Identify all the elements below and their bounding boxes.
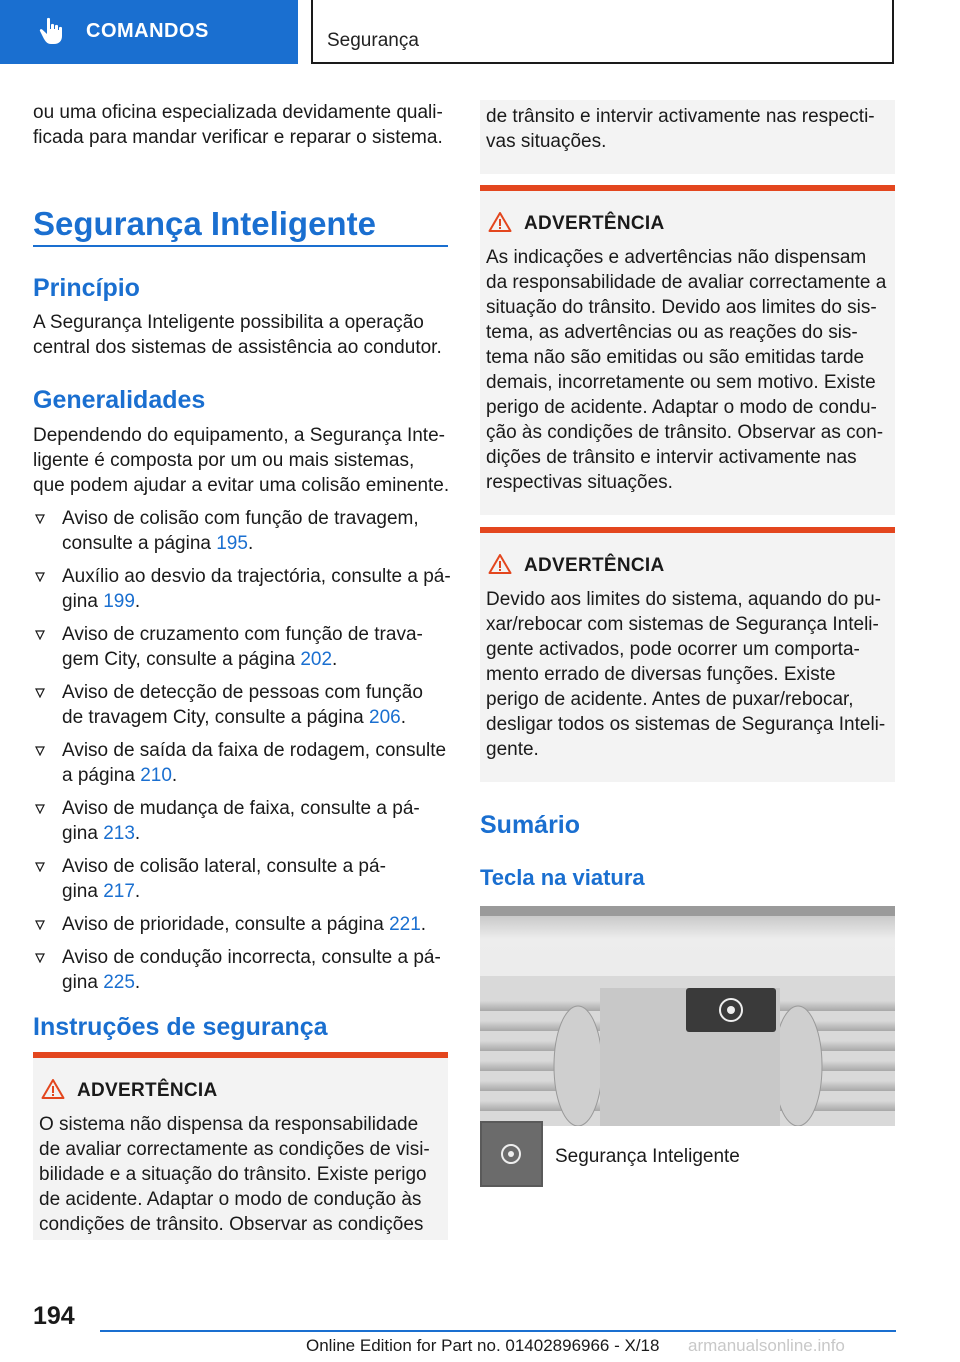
topic-header — [311, 0, 894, 64]
list-item-text: . — [134, 591, 141, 612]
list-item-text: gina — [62, 823, 104, 844]
list-item-text: Aviso de saída da faixa de rodagem, consulte — [62, 740, 447, 761]
principle-heading: Princípio — [33, 274, 140, 302]
text-line: de trânsito e intervir activamente nas respecti- — [486, 106, 875, 127]
vehicle-console-photo — [480, 906, 895, 1126]
page-reference-link[interactable]: 195 — [216, 533, 248, 554]
page-reference-link[interactable]: 206 — [369, 707, 401, 728]
warning-bar — [480, 185, 895, 191]
list-item-text: . — [247, 533, 254, 554]
list-item-text: consulte a página — [62, 533, 217, 554]
text-line: tema, as advertências ou as reações do sis- — [486, 322, 858, 343]
page-reference-link[interactable]: 210 — [140, 765, 172, 786]
text-line: Dependendo do equipamento, a Segurança Inte- — [33, 425, 445, 446]
warning-box — [33, 1052, 448, 1240]
text-line: tema não são emitidas ou são emitidas tarde — [486, 347, 865, 368]
intro-line: ou uma oficina especializada devidamente quali- — [33, 102, 443, 123]
triangle-bullet-icon — [35, 688, 45, 698]
safety-heading: Instruções de segurança — [33, 1013, 328, 1041]
list-item — [33, 854, 453, 904]
left-column — [33, 100, 453, 150]
triangle-bullet-icon — [35, 804, 45, 814]
text-line: ção às condições de trânsito. Observar as con- — [486, 422, 884, 443]
text-line: vas situações. — [486, 131, 607, 152]
list-item-text: de travagem City, consulte a página — [62, 707, 369, 728]
list-item-text: gina — [62, 591, 104, 612]
systems-list-container — [33, 506, 453, 1003]
page-reference-link[interactable]: 213 — [103, 823, 135, 844]
topic-label: Segurança — [327, 30, 419, 51]
text-line: respectivas situações. — [486, 472, 673, 493]
systems-list — [33, 506, 453, 995]
triangle-bullet-icon — [35, 953, 45, 963]
text-line: demais, incorretamente ou sem motivo. Existe — [486, 372, 876, 393]
text-line: ligente é composta por um ou mais sistemas, — [33, 450, 415, 471]
warning-triangle-icon — [488, 553, 512, 575]
text-line: gente. — [486, 739, 539, 760]
list-item — [33, 506, 453, 556]
general-text — [33, 423, 453, 498]
page-reference-link[interactable]: 217 — [103, 881, 135, 902]
triangle-bullet-icon — [35, 630, 45, 640]
warning-body — [486, 245, 887, 495]
text-line: mento errado de diversas funções. Existe — [486, 664, 836, 685]
warning-title: ADVERTÊNCIA — [524, 213, 665, 234]
list-item — [33, 680, 453, 730]
text-line: A Segurança Inteligente possibilita a operação — [33, 312, 424, 333]
list-item-text: Aviso de detecção de pessoas com função — [62, 682, 423, 703]
list-item-text: gina — [62, 881, 104, 902]
edition-text: Online Edition for Part no. 01402896966 - X/18 — [306, 1336, 660, 1355]
warning-title: ADVERTÊNCIA — [524, 555, 665, 576]
warning-bar — [33, 1052, 448, 1058]
continued-body — [486, 104, 887, 154]
watermark-text: armanualsonline.info — [688, 1336, 845, 1355]
list-item-text: Aviso de mudança de faixa, consulte a pá- — [62, 798, 420, 819]
text-line: bilidade e a situação do trânsito. Existe perigo — [39, 1164, 427, 1185]
text-line: central dos sistemas de assistência ao condutor. — [33, 337, 442, 358]
warning-body — [486, 587, 887, 762]
safety-button-icon — [480, 1121, 543, 1187]
intro-line: ficada para mandar verificar e reparar o sistema. — [33, 127, 443, 148]
text-line: dições de trânsito e intervir activamente nas — [486, 447, 857, 468]
text-line: As indicações e advertências não dispensam — [486, 247, 867, 268]
list-item — [33, 564, 453, 614]
page-reference-link[interactable]: 221 — [389, 914, 421, 935]
list-item-text: . — [420, 914, 427, 935]
text-line: perigo de acidente. Antes de puxar/rebocar, — [486, 689, 854, 710]
page-reference-link[interactable]: 225 — [103, 972, 135, 993]
list-item-text: Aviso de condução incorrecta, consulte a pá- — [62, 947, 441, 968]
list-item-text: . — [171, 765, 178, 786]
list-item-text: Aviso de colisão com função de travagem, — [62, 508, 419, 529]
warning-bar — [480, 527, 895, 533]
text-line: gente activados, pode ocorrer um comporta- — [486, 639, 860, 660]
triangle-bullet-icon — [35, 572, 45, 582]
list-item — [33, 738, 453, 788]
principle-text — [33, 310, 453, 360]
text-line: O sistema não dispensa da responsabilidade — [39, 1114, 419, 1135]
page-reference-link[interactable]: 202 — [300, 649, 333, 670]
list-item-text: a página — [62, 765, 141, 786]
warning-box — [480, 527, 895, 782]
list-item-text: Auxílio ao desvio da trajectória, consulte a pá- — [62, 566, 451, 587]
general-heading: Generalidades — [33, 386, 206, 414]
page-title: Segurança Inteligente — [33, 205, 376, 242]
triangle-bullet-icon — [35, 746, 45, 756]
text-line: que podem ajudar a evitar uma colisão eminente. — [33, 475, 450, 496]
continued-box — [480, 100, 895, 174]
page-number: 194 — [33, 1302, 75, 1330]
list-item-text: . — [134, 823, 141, 844]
list-item — [33, 945, 453, 995]
hand-pointer-icon — [38, 16, 68, 46]
list-item-text: . — [134, 972, 141, 993]
list-item-text: Aviso de cruzamento com função de trava- — [62, 624, 423, 645]
summary-heading: Sumário — [480, 811, 581, 839]
page-reference-link[interactable]: 199 — [103, 591, 135, 612]
warning-body — [39, 1112, 440, 1237]
text-line: situação do trânsito. Devido aos limites do sis- — [486, 297, 877, 318]
list-item-text: Aviso de colisão lateral, consulte a pá- — [62, 856, 386, 877]
title-rule — [33, 245, 448, 247]
warning-box — [480, 185, 895, 515]
warning-title: ADVERTÊNCIA — [77, 1080, 218, 1101]
triangle-bullet-icon — [35, 920, 45, 930]
list-item-text: gem City, consulte a página — [62, 649, 301, 670]
text-line: da responsabilidade de avaliar correctamente a — [486, 272, 887, 293]
section-tab — [0, 0, 298, 64]
triangle-bullet-icon — [35, 862, 45, 872]
section-label: COMANDOS — [86, 20, 209, 42]
list-item-text: gina — [62, 972, 104, 993]
text-line: desligar todos os sistemas de Segurança Inteli- — [486, 714, 886, 735]
list-item-text: . — [332, 649, 338, 670]
list-item — [33, 912, 453, 937]
list-item-text: . — [134, 881, 141, 902]
text-line: de acidente. Adaptar o modo de condução às — [39, 1189, 422, 1210]
text-line: xar/rebocar com sistemas de Segurança Inteli- — [486, 614, 879, 635]
text-line: condições de trânsito. Observar as condições — [39, 1214, 424, 1235]
warning-triangle-icon — [488, 211, 512, 233]
footer-rule — [100, 1330, 896, 1332]
button-caption: Segurança Inteligente — [555, 1146, 740, 1167]
list-item — [33, 622, 453, 672]
triangle-bullet-icon — [35, 514, 45, 524]
text-line: Devido aos limites do sistema, aquando do pu- — [486, 589, 882, 610]
warning-triangle-icon — [41, 1078, 65, 1100]
list-item — [33, 796, 453, 846]
list-item-text: Aviso de prioridade, consulte a página — [62, 914, 390, 935]
text-line: perigo de acidente. Adaptar o modo de condu- — [486, 397, 877, 418]
list-item-text: . — [400, 707, 406, 728]
text-line: de avaliar correctamente as condições de visi- — [39, 1139, 430, 1160]
key-heading: Tecla na viatura — [480, 865, 645, 890]
